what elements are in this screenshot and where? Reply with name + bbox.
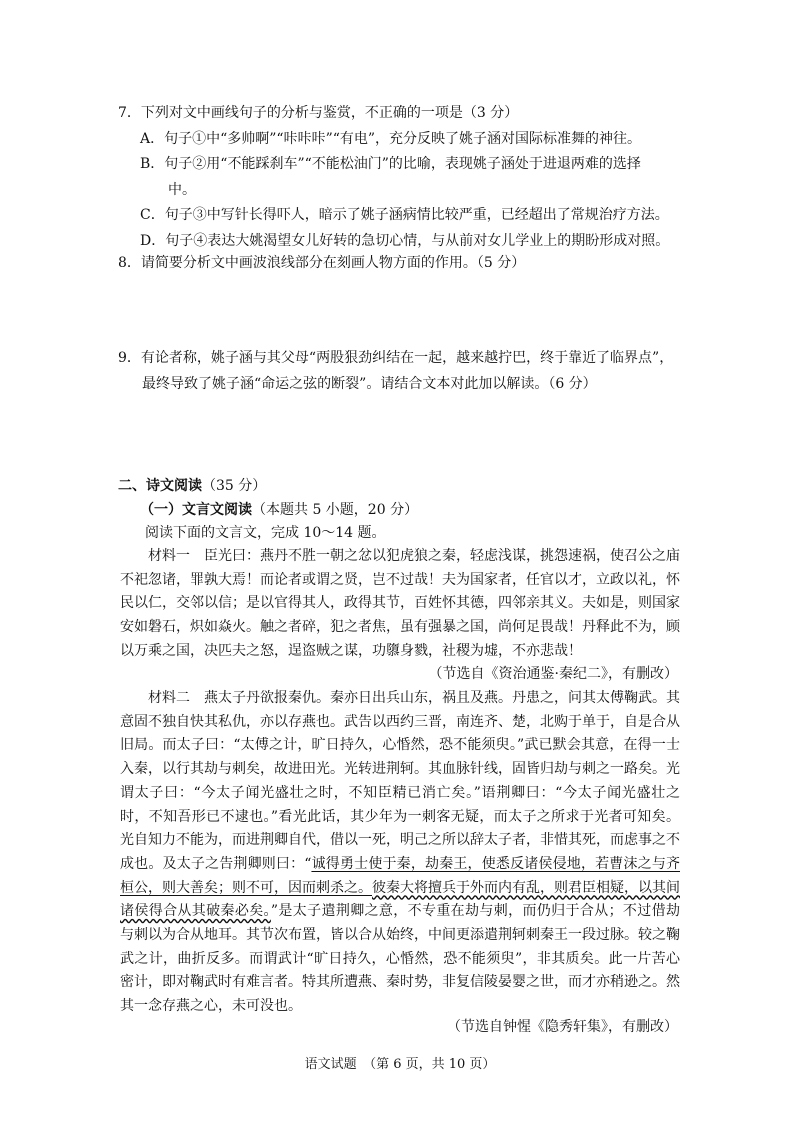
question-8: 8．请简要分析文中画波浪线部分在刻画人物方面的作用。（5 分） [118, 255, 526, 271]
q7-option-c: C．句子③中写针长得吓人，暗示了姚子涵病情比较严重，已经超出了常规治疗方法。 [140, 207, 669, 223]
question-9-line1: 9．有论者称，姚子涵与其父母“两股狠劲纠结在一起，越来越拧巴，终于靠近了临界点”， [118, 350, 674, 366]
section-2-score: （35 分） [202, 478, 267, 494]
material-2-text-3: ”是太子遣荆卿之意，不专重在劫与刺，而仍归于合从；不过借劫与刺以为合从地耳。其节次布置，皆以合从始终，中间更添遣荆轲刺秦王一段过脉。较之鞠武之计，曲折反多。而谓武计“旷日持久，心惛然，恐不能须臾”，非其质矣。此一片苦心密计，即对鞠武时有难言者。特其所遭燕、秦时势，非复信陵晏婴之世，而才亦稍逊之。然其一念存燕之心，未可没也。 [120, 903, 681, 1015]
reading-instruction: 阅读下面的文言文，完成 10～14 题。 [145, 525, 386, 541]
material-1-text: 臣光曰：燕丹不胜一朝之忿以犯虎狼之秦，轻虑浅谋，挑怨速祸，使召公之庙不祀忽诸，罪孰大焉！而论者或谓之贤，岂不过哉！夫为国家者，任官以才，立政以礼，怀民以仁，交邻以信；是以官得其人，政得其节，百姓怀其德，四邻亲其义。夫如是，则国家安如磐石，炽如焱火。触之者碎，犯之者焦，虽有强暴之国，尚何足畏哉！丹释此不为，顾以万乘之国，决匹夫之怒，逞盗贼之谋，功隳身戮，社稷为墟，不亦悲哉！ [120, 548, 680, 659]
material-1-label: 材料一 [148, 548, 190, 564]
question-9-line2: 最终导致了姚子涵“命运之弦的断裂”。请结合文本对此加以解读。（6 分） [142, 375, 597, 392]
question-7-stem: 7．下列对文中画线句子的分析与鉴赏，不正确的一项是（3 分） [118, 105, 519, 121]
question-9 [118, 346, 673, 397]
q7-option-b-continued: 中。 [168, 181, 196, 198]
material-2-wavy-sentence: 彼秦大将擅兵于外而内有乱，则君臣相疑，以其间诸侯得合从其破秦必矣。 [120, 879, 680, 920]
q7-option-a: A．句子①中“多帅啊”“咔咔咔”“有电”，充分反映了姚子涵对国际标准舞的神往。 [140, 130, 642, 147]
material-2 [120, 687, 680, 1019]
material-2-label: 材料二 [148, 690, 190, 706]
material-2-underlined-sentence: 诚得勇士使于秦，劫秦王，使悉反诸侯侵地，若曹沫之与齐桓公，则大善矣；则不可，因而刺杀之。 [120, 855, 680, 896]
subsection-1-heading [140, 498, 418, 524]
section-2-heading [118, 474, 266, 500]
material-2-source: （节选自钟惺《隐秀轩集》，有删改） [447, 1019, 678, 1035]
q7-option-b: B．句子②用“不能踩刹车”“不能松油门”的比喻，表现姚子涵处于进退两难的选择 [140, 156, 641, 172]
section-2-title: 二、诗文阅读 [118, 478, 202, 494]
question-7 [118, 101, 669, 254]
q7-option-d: D．句子④表达大姚渴望女儿好转的急切心情，与从前对女儿学业上的期盼形成对照。 [140, 232, 670, 249]
material-2-text-1: 燕太子丹欲报秦仇。秦亦日出兵山东，祸且及燕。丹患之，问其太傅鞠武。其意固不独自快其私仇，亦以存燕也。武告以西约三晋，南连齐、楚，北购于单于，自是合从旧局。而太子曰：“太傅之计，旷日持久，心惛然，恐不能须臾。”武已默会其意，在得一士入秦，以行其劫与刺矣，故进田光。光转进荆轲。其血脉针线，固皆归劫与刺之一路矣。光谓太子曰：“今太子闻光盛壮之时，不知臣精已消亡矣。”语荆卿曰：“今太子闻光盛壮之时，不知吾形已不逮也。”看光此话，其少年为一刺客无疑，而太子之所求于光者可知矣。光自知力不能为，而进荆卿自代，借以一死，明己之所以辞太子者，非惜其死，而虑事之不成也。及太子之告荆卿则曰：“ [120, 690, 680, 872]
subsection-1-note: （本题共 5 小题，20 分） [252, 502, 419, 518]
subsection-1-title: （一）文言文阅读 [140, 502, 252, 518]
material-1-source: （节选自《资治通鉴·秦纪二》，有删改） [428, 666, 678, 682]
material-1 [120, 545, 680, 664]
page-footer: 语文试题 （第 6 页，共 10 页） [304, 1057, 496, 1072]
